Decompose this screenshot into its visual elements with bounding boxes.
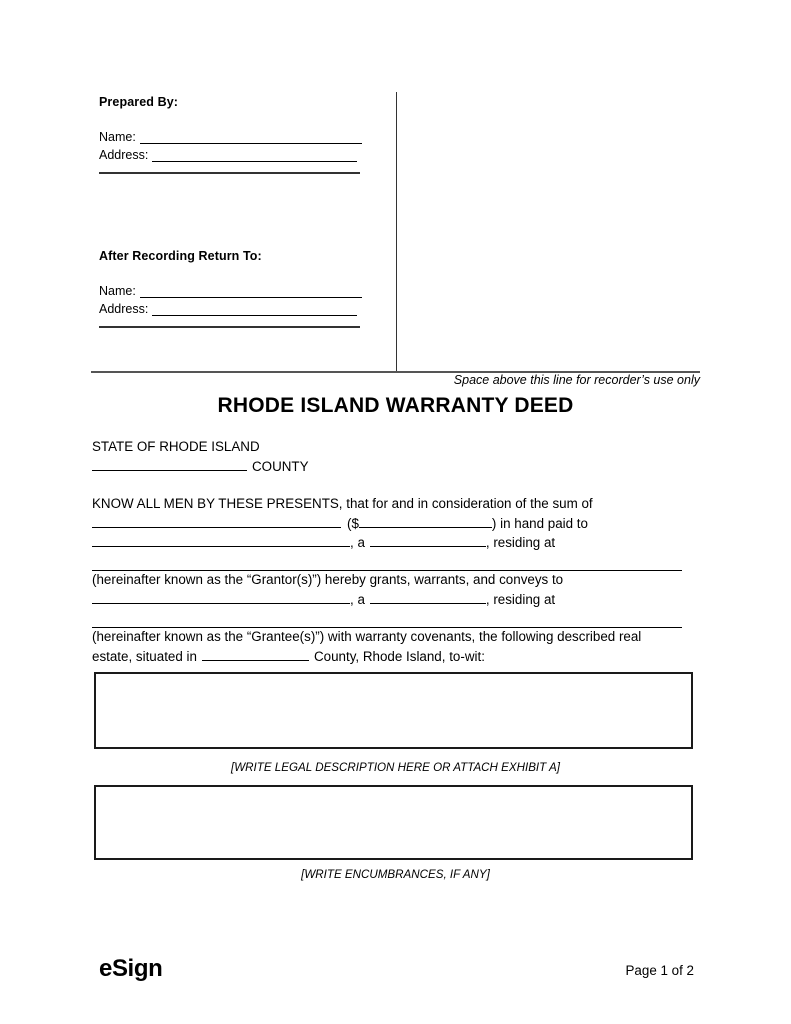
- prepared-by-address-label: Address:: [99, 148, 149, 162]
- return-to-address-input[interactable]: [152, 302, 357, 316]
- return-to-heading: After Recording Return To:: [99, 249, 262, 263]
- grantor-name-input[interactable]: [92, 534, 350, 547]
- return-to-name-input[interactable]: [140, 284, 362, 298]
- county-state-towit-label: County, Rhode Island, to-wit:: [313, 649, 485, 664]
- county-suffix-label: COUNTY: [252, 459, 309, 474]
- recorder-header-block: [91, 88, 701, 373]
- state-line: STATE OF RHODE ISLAND: [92, 439, 260, 454]
- dollar-open-label: ($: [347, 516, 359, 531]
- return-to-name-row: [99, 284, 362, 298]
- body-line-5: [92, 591, 555, 607]
- grantor-residing-label: , residing at: [485, 535, 556, 550]
- return-to-address-row: [99, 302, 357, 316]
- recorder-use-note: Space above this line for recorder’s use only: [453, 373, 700, 387]
- grantor-comma-a-label: , a: [350, 535, 365, 550]
- recorder-vertical-divider: [396, 92, 397, 372]
- return-to-address-line2-input[interactable]: [99, 326, 360, 328]
- situated-in-label: estate, situated in: [92, 649, 197, 664]
- prepared-by-name-label: Name:: [99, 130, 136, 144]
- grantee-entity-type-input[interactable]: [370, 591, 486, 604]
- page-number-label: Page 1 of 2: [625, 963, 694, 978]
- prepared-by-name-input[interactable]: [140, 130, 362, 144]
- consideration-words-input[interactable]: [92, 515, 341, 528]
- property-county-input[interactable]: [202, 648, 309, 661]
- in-hand-paid-label: ) in hand paid to: [491, 516, 588, 531]
- grantee-name-input[interactable]: [92, 591, 350, 604]
- county-row: [92, 458, 309, 474]
- encumbrances-box[interactable]: [94, 785, 693, 860]
- grantee-residing-label: , residing at: [485, 592, 556, 607]
- return-to-address-label: Address:: [99, 302, 149, 316]
- body-line-3: [92, 534, 555, 550]
- body-line-1: KNOW ALL MEN BY THESE PRESENTS, that for and in consideration of the sum of: [92, 496, 593, 511]
- legal-description-box[interactable]: [94, 672, 693, 749]
- encumbrances-caption: [WRITE ENCUMBRANCES, IF ANY]: [301, 868, 490, 881]
- grantor-entity-type-input[interactable]: [370, 534, 486, 547]
- prepared-by-address-input[interactable]: [152, 148, 357, 162]
- body-line-7: [92, 648, 485, 664]
- body-line-6-grantee: (hereinafter known as the “Grantee(s)”) with warranty covenants, the following described real: [92, 629, 642, 644]
- grantee-comma-a-label: , a: [350, 592, 365, 607]
- county-input[interactable]: [92, 458, 247, 471]
- page-title: RHODE ISLAND WARRANTY DEED: [217, 394, 574, 417]
- prepared-by-heading: Prepared By:: [99, 95, 179, 109]
- return-to-name-label: Name:: [99, 284, 136, 298]
- body-line-4-grantor: (hereinafter known as the “Grantor(s)”) hereby grants, warrants, and conveys to: [92, 572, 564, 587]
- prepared-by-address-line2-input[interactable]: [99, 172, 360, 174]
- prepared-by-name-row: [99, 130, 362, 144]
- legal-description-caption: [WRITE LEGAL DESCRIPTION HERE OR ATTACH EXHIBIT A]: [231, 761, 560, 774]
- body-line-2: [92, 515, 588, 531]
- esign-logo: eSign: [99, 955, 163, 982]
- consideration-amount-input[interactable]: [359, 515, 492, 528]
- prepared-by-address-row: [99, 148, 357, 162]
